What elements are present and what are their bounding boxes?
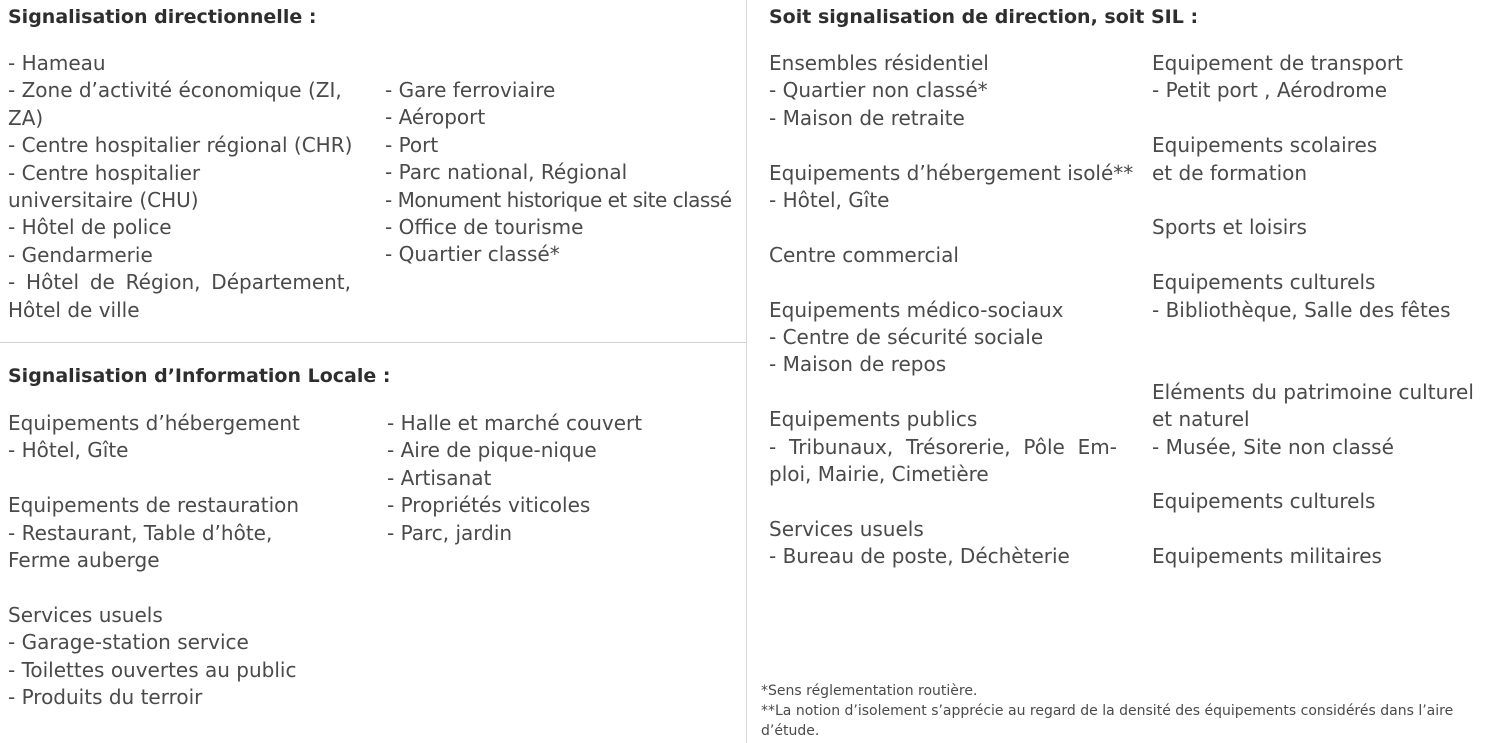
list-item [1152,351,1502,378]
list-item: Equipements médico-sociaux [769,297,1064,322]
footnotes [761,681,1506,741]
list-item: - Artisanat [387,465,492,490]
list-item [769,214,1117,241]
list-item: - Maison de retraite [769,105,965,130]
list-item: - Restaurant, Table d’hôte, [8,520,273,545]
list-item: - Maison de repos [769,352,947,377]
list-item [1152,105,1502,132]
list-item: - Parc national, Régional [385,160,628,185]
list-item: - Hameau [8,51,106,75]
list-item: - Gendarmerie [8,242,153,267]
directional-heading: Signalisation directionnelle : [8,6,317,28]
list-item: - Hôtel de police [8,215,172,240]
list-item: - Centre hospitalier régional (CHR) [8,133,353,158]
list-item: Equipements de restauration [8,493,300,518]
vertical-divider [746,0,747,743]
list-item: - Gare ferroviaire [385,78,556,102]
list-item: - Centre hospitalier universitaire (CHU) [8,160,201,213]
sil-list-left [8,410,368,711]
list-item [769,488,1117,515]
list-item: Equipements publics [769,407,978,432]
list-item: Services usuels [8,602,163,627]
list-item: Equipements culturels [1152,270,1376,295]
horizontal-divider [0,342,746,343]
list-item: Sports et loisirs [1152,215,1307,240]
list-item: Equipement de transport [1152,51,1403,75]
list-item [8,465,368,492]
list-item: - Quartier classé* [385,242,560,267]
list-item [1152,516,1502,543]
sil-heading: Signalisation d’Information Locale : [8,365,391,387]
sil-list-right [387,410,737,547]
list-item: - Parc, jardin [387,520,513,545]
list-item: - Propriétés viticoles [387,493,591,518]
either-heading: Soit signalisation de direction, soit SIL : [769,6,1199,28]
list-item: - Hôtel, Gîte [769,188,890,213]
list-item: - Toilettes ouvertes au public [8,657,297,682]
list-item [769,379,1117,406]
directional-list-right [385,77,740,269]
either-list-right [1152,50,1502,571]
list-item: - Office de tourisme [385,215,584,240]
list-item: - Quartier non classé* [769,78,988,103]
list-item: Equipements culturels [1152,489,1376,514]
list-item: - Aéroport [385,105,486,130]
list-item: - Tribunaux, Trésorerie, Pôle Emploi, Mairie, Cimetière [769,434,1117,487]
list-item: Ferme auberge [8,548,160,573]
list-item: Centre commercial [769,242,959,267]
list-item [1152,461,1502,488]
list-item: Equipements d’hébergement isolé** [769,160,1134,185]
list-item: - Petit port , Aérodrome [1152,78,1388,103]
list-item: - Monument historique et site classé [385,187,732,212]
list-item: - Aire de pique-nique [387,438,597,463]
list-item [769,269,1117,296]
list-item [1152,242,1502,269]
footnote-1: *Sens réglementation routière. [761,683,978,699]
list-item: - Hôtel de Région, Département, Hôtel de ville [8,270,351,322]
list-item: - Bureau de poste, Déchèterie [769,544,1070,569]
list-item: - Port [385,132,439,157]
list-item: - Centre de sécurité sociale [769,325,1044,350]
list-item: Ensembles résidentiel [769,51,989,75]
list-item: - Garage-station service [8,630,249,655]
list-item [769,132,1117,159]
list-item [8,574,368,601]
list-item: - Musée, Site non classé [1152,434,1394,459]
list-item: - Halle et marché couvert [387,411,643,435]
list-item: - Hôtel, Gîte [8,438,129,463]
footnote-2: **La notion d’isolement s’apprécie au regard de la densité des équipements considérés dans l’aire d’étude. [761,703,1454,739]
list-item: et naturel [1152,407,1250,432]
list-item [1152,187,1502,214]
list-item: - Produits du terroir [8,685,203,710]
either-list-left [769,50,1134,571]
list-item: Equipements d’hébergement [8,411,300,435]
list-item: - Zone d’activité économique (ZI, ZA) [8,78,342,130]
list-item: Equipements scolaires [1152,133,1378,158]
list-item: - Bibliothèque, Salle des fêtes [1152,297,1451,322]
directional-list-left [8,50,351,324]
list-item: et de formation [1152,160,1308,185]
list-item [1152,324,1502,351]
list-item: Equipements militaires [1152,544,1382,569]
list-item: Eléments du patrimoine culturel [1152,379,1474,404]
list-item: Services usuels [769,516,924,541]
